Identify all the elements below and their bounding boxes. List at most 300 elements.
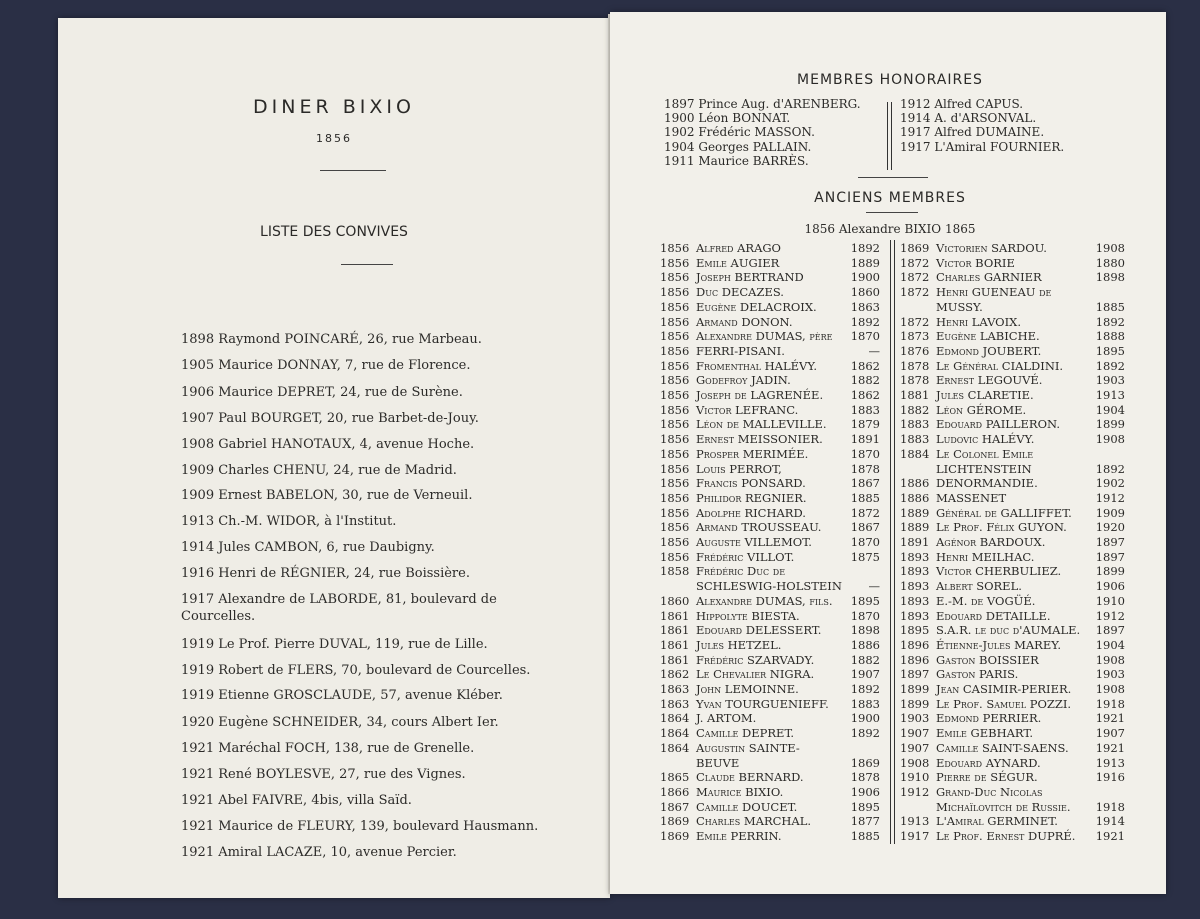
entry-year: 1856 <box>660 255 690 270</box>
former-member-row <box>900 682 1125 696</box>
entry-year: 1872 <box>900 285 930 300</box>
entry-year: 1861 <box>660 637 690 652</box>
former-member-row <box>900 432 1125 446</box>
exit-year: 1870 <box>850 608 880 623</box>
former-member-row <box>660 726 880 740</box>
former-member-row <box>900 535 1125 549</box>
member-name: Charles MARCHAL. <box>696 814 812 829</box>
exit-year: 1916 <box>1095 770 1125 785</box>
former-member-row <box>900 388 1125 402</box>
exit-year: 1899 <box>1095 417 1125 432</box>
member-name: Fromenthal HALÉVY. <box>696 358 818 373</box>
member-name: FERRI-PISANI. <box>696 343 785 358</box>
member-name: Henri MEILHAC. <box>936 549 1035 564</box>
former-member-row <box>900 359 1125 373</box>
member-name: Camille DOUCET. <box>696 799 798 814</box>
member-name: Général de GALLIFFET. <box>936 505 1072 520</box>
exit-year: 1910 <box>1095 593 1125 608</box>
entry-year: 1878 <box>900 373 930 388</box>
member-name: Le Chevalier NIGRA. <box>696 667 815 682</box>
guest-entry: 1913 Ch.-M. WIDOR, à l'Institut. <box>181 514 397 529</box>
exit-year: 1918 <box>1095 799 1125 814</box>
member-name: Frédéric Duc de <box>696 564 786 579</box>
guest-entry: 1909 Ernest BABELON, 30, rue de Verneuil. <box>181 488 473 503</box>
member-name: Eugène DELACROIX. <box>696 299 817 314</box>
entry-year: 1856 <box>660 270 690 285</box>
column-divider <box>894 240 895 844</box>
former-member-row <box>900 623 1125 637</box>
member-name: Jean CASIMIR-PERIER. <box>936 682 1072 696</box>
entry-year: 1873 <box>900 329 930 344</box>
former-member-row <box>660 300 880 314</box>
member-name: Edouard DELESSERT. <box>696 623 822 638</box>
member-name: Jules HETZEL. <box>696 637 782 652</box>
member-name: Camille DEPRET. <box>696 726 795 741</box>
former-member-row <box>900 462 1125 476</box>
entry-year: 1872 <box>900 314 930 329</box>
entry-year: 1861 <box>660 608 690 623</box>
column-divider <box>891 102 892 170</box>
former-member-row <box>900 270 1125 284</box>
entry-year: 1856 <box>660 388 690 402</box>
member-name: Armand TROUSSEAU. <box>696 520 822 535</box>
guest-entry: 1914 Jules CAMBON, 6, rue Daubigny. <box>181 540 435 555</box>
member-name: Léon GÉROME. <box>936 402 1027 417</box>
entry-year: 1896 <box>900 637 930 652</box>
entry-year: 1856 <box>660 535 690 549</box>
member-name: Duc DECAZES. <box>696 285 784 300</box>
member-name: Armand DONON. <box>696 314 793 329</box>
member-name: Michaïlovitch de Russie. <box>936 799 1071 814</box>
entry-year: 1886 <box>900 490 930 505</box>
guest-entry: 1916 Henri de RÉGNIER, 24, rue Boissière. <box>181 566 470 581</box>
former-member-row <box>900 829 1125 843</box>
guest-entry: 1908 Gabriel HANOTAUX, 4, avenue Hoche. <box>181 437 475 452</box>
exit-year: 1921 <box>1095 829 1125 843</box>
entry-year: 1884 <box>900 446 930 461</box>
former-member-row <box>900 785 1125 799</box>
honorary-member: 1902 Frédéric MASSON. <box>664 125 815 140</box>
member-name: Grand-Duc Nicolas <box>936 784 1043 799</box>
former-member-row <box>660 359 880 373</box>
entry-year: 1895 <box>900 623 930 638</box>
honorary-member: 1904 Georges PALLAIN. <box>664 139 812 154</box>
member-name: Eugène LABICHE. <box>936 329 1040 344</box>
former-member-row <box>660 270 880 284</box>
entry-year: 1908 <box>900 755 930 770</box>
exit-year: 1897 <box>1095 549 1125 564</box>
member-name: Edmond JOUBERT. <box>936 343 1042 358</box>
exit-year: 1867 <box>850 476 880 491</box>
exit-year: 1867 <box>850 520 880 535</box>
exit-year: 1897 <box>1095 623 1125 638</box>
entry-year: 1864 <box>660 711 690 726</box>
guest-entry: 1905 Maurice DONNAY, 7, rue de Florence. <box>181 358 471 373</box>
former-member-row <box>900 756 1125 770</box>
exit-year: 1895 <box>850 593 880 608</box>
exit-year: 1895 <box>850 799 880 814</box>
former-member-row <box>900 814 1125 828</box>
exit-year: 1883 <box>850 696 880 711</box>
former-member-row <box>660 756 880 770</box>
member-name: Frédéric SZARVADY. <box>696 652 815 667</box>
exit-year: 1885 <box>850 490 880 505</box>
guest-entry: 1906 Maurice DEPRET, 24, rue de Surène. <box>181 385 463 400</box>
former-member-row <box>660 741 880 755</box>
former-member-row <box>900 711 1125 725</box>
exit-year: 1885 <box>1095 299 1125 314</box>
exit-year: 1920 <box>1095 520 1125 535</box>
exit-year: 1908 <box>1095 682 1125 696</box>
entry-year: 1856 <box>660 432 690 447</box>
entry-year: 1886 <box>900 476 930 491</box>
former-member-row <box>900 653 1125 667</box>
honorary-member: 1917 Alfred DUMAINE. <box>900 125 1045 140</box>
entry-year: 1872 <box>900 270 930 285</box>
exit-year: 1878 <box>850 461 880 476</box>
guest-entry: 1921 Maréchal FOCH, 138, rue de Grenelle. <box>181 741 475 756</box>
guest-entry: 1909 Charles CHENU, 24, rue de Madrid. <box>181 463 457 478</box>
former-member-row <box>660 579 880 593</box>
title-rule <box>866 212 918 213</box>
entry-year: 1856 <box>660 476 690 491</box>
column-divider <box>887 102 888 170</box>
entry-year: 1858 <box>660 564 690 579</box>
member-name: DENORMANDIE. <box>936 476 1038 491</box>
member-name: Victor CHERBULIEZ. <box>936 564 1062 579</box>
member-name: Victor LEFRANC. <box>696 402 799 417</box>
entry-year: 1897 <box>900 667 930 682</box>
exit-year: 1921 <box>1095 740 1125 755</box>
member-name: Léon de MALLEVILLE. <box>696 417 827 432</box>
former-member-row <box>900 579 1125 593</box>
entry-year: 1883 <box>900 417 930 432</box>
former-members-title: ANCIENS MEMBRES <box>814 190 966 206</box>
exit-year: 1870 <box>850 329 880 344</box>
entry-year: 1866 <box>660 784 690 799</box>
former-member-row <box>660 285 880 299</box>
guest-entry: 1921 Maurice de FLEURY, 139, boulevard Hausmann. <box>181 819 539 834</box>
member-name: Le Prof. Félix GUYON. <box>936 520 1067 535</box>
exit-year: 1921 <box>1095 711 1125 726</box>
entry-year: 1856 <box>660 402 690 417</box>
member-name: Alexandre DUMAS, père <box>696 329 833 344</box>
entry-year: 1863 <box>660 696 690 711</box>
exit-year: 1877 <box>850 814 880 829</box>
entry-year: 1856 <box>660 343 690 358</box>
member-name: Maurice BIXIO. <box>696 784 784 799</box>
exit-year: 1872 <box>850 505 880 520</box>
member-name: Agénor BARDOUX. <box>936 535 1046 549</box>
former-member-row <box>660 256 880 270</box>
former-member-row <box>660 432 880 446</box>
entry-year: 1893 <box>900 579 930 594</box>
former-member-row <box>900 520 1125 534</box>
exit-year: 1878 <box>850 770 880 785</box>
member-name: Philidor REGNIER. <box>696 490 807 505</box>
member-name: LICHTENSTEIN <box>936 461 1032 476</box>
former-member-row <box>900 241 1125 255</box>
member-name: Hippolyte BIESTA. <box>696 608 800 623</box>
former-member-row <box>660 447 880 461</box>
former-member-row <box>660 403 880 417</box>
former-member-row <box>900 476 1125 490</box>
member-name: Victor BORIE <box>936 255 1015 270</box>
former-member-row <box>660 520 880 534</box>
honorary-member: 1900 Léon BONNAT. <box>664 111 791 126</box>
former-member-row <box>660 388 880 402</box>
member-name: Gaston PARIS. <box>936 667 1019 682</box>
exit-year: 1898 <box>1095 270 1125 285</box>
exit-year: 1908 <box>1095 241 1125 255</box>
exit-year: 1862 <box>850 388 880 402</box>
member-name: Étienne-Jules MAREY. <box>936 637 1061 652</box>
former-member-row <box>900 800 1125 814</box>
former-member-row <box>660 800 880 814</box>
former-member-row <box>900 594 1125 608</box>
entry-year: 1856 <box>660 241 690 255</box>
member-name: J. ARTOM. <box>696 711 757 726</box>
entry-year: 1889 <box>900 520 930 535</box>
guest-entry: 1917 Alexandre de LABORDE, 81, boulevard de Courcelles. <box>181 592 497 624</box>
member-name: Augustin SAINTE- <box>696 740 800 755</box>
member-name: Adolphe RICHARD. <box>696 505 806 520</box>
member-name: SCHLESWIG-HOLSTEIN <box>696 579 842 594</box>
exit-year: 1918 <box>1095 696 1125 711</box>
member-name: Louis PERROT, <box>696 461 782 476</box>
former-member-row <box>660 653 880 667</box>
guest-list-title: LISTE DES CONVIVES <box>260 224 408 240</box>
exit-year: 1860 <box>850 285 880 300</box>
exit-year: 1886 <box>850 637 880 652</box>
exit-year: 1903 <box>1095 667 1125 682</box>
former-member-row <box>660 609 880 623</box>
entry-year: 1861 <box>660 652 690 667</box>
former-member-row <box>900 564 1125 578</box>
entry-year: 1856 <box>660 329 690 344</box>
former-member-row <box>900 344 1125 358</box>
former-member-row <box>900 741 1125 755</box>
exit-year: 1885 <box>850 829 880 843</box>
exit-year: 1869 <box>850 755 880 770</box>
former-member-row <box>660 373 880 387</box>
former-member-row <box>900 550 1125 564</box>
former-member-row <box>900 726 1125 740</box>
member-name: Emile GEBHART. <box>936 726 1034 741</box>
exit-year: 1883 <box>850 402 880 417</box>
member-name: Joseph BERTRAND <box>696 270 804 285</box>
honorary-member: 1914 A. d'ARSONVAL. <box>900 111 1037 126</box>
exit-year: 1912 <box>1095 608 1125 623</box>
entry-year: 1856 <box>660 314 690 329</box>
entry-year: 1869 <box>660 829 690 843</box>
member-name: Alexandre DUMAS, fils. <box>696 593 833 608</box>
member-name: Ludovic HALÉVY. <box>936 432 1035 447</box>
exit-year: 1904 <box>1095 402 1125 417</box>
former-member-row <box>900 285 1125 299</box>
member-name: Godefroy JADIN. <box>696 373 791 388</box>
entry-year: 1856 <box>660 285 690 300</box>
entry-year: 1907 <box>900 726 930 741</box>
guest-entry: 1921 René BOYLESVE, 27, rue des Vignes. <box>181 767 466 782</box>
former-member-row <box>660 491 880 505</box>
entry-year: 1917 <box>900 829 930 843</box>
member-name: Alfred ARAGO <box>696 241 781 255</box>
entry-year: 1856 <box>660 461 690 476</box>
member-name: Joseph de LAGRENÉE. <box>696 388 824 402</box>
former-member-row <box>900 256 1125 270</box>
member-name: S.A.R. le duc d'AUMALE. <box>936 623 1081 638</box>
entry-year: 1856 <box>660 520 690 535</box>
exit-year: 1862 <box>850 358 880 373</box>
ornament-divider <box>858 177 928 178</box>
member-name: Henri LAVOIX. <box>936 314 1021 329</box>
exit-year: 1892 <box>850 241 880 255</box>
member-name: Charles GARNIER <box>936 270 1042 285</box>
guest-entry: 1907 Paul BOURGET, 20, rue Barbet-de-Jouy. <box>181 411 479 426</box>
former-member-row <box>660 417 880 431</box>
entry-year: 1869 <box>900 241 930 255</box>
entry-year: 1883 <box>900 432 930 447</box>
exit-year: 1892 <box>850 682 880 696</box>
former-member-row <box>660 506 880 520</box>
entry-year: 1856 <box>660 373 690 388</box>
guest-entry: 1919 Le Prof. Pierre DUVAL, 119, rue de Lille. <box>181 637 488 652</box>
former-member-row <box>660 564 880 578</box>
founding-year: 1856 <box>316 132 352 145</box>
entry-year: 1899 <box>900 696 930 711</box>
column-divider <box>890 240 891 844</box>
member-name: Le Prof. Samuel POZZI. <box>936 696 1072 711</box>
entry-year: 1856 <box>660 490 690 505</box>
member-name: Albert SOREL. <box>936 579 1022 594</box>
former-member-row <box>660 476 880 490</box>
entry-year: 1865 <box>660 770 690 785</box>
guest-entry: 1920 Eugène SCHNEIDER, 34, cours Albert Ier. <box>181 715 499 730</box>
member-name: Claude BERNARD. <box>696 770 804 785</box>
member-name: Edmond PERRIER. <box>936 711 1042 726</box>
former-member-row <box>900 417 1125 431</box>
former-member-row <box>900 403 1125 417</box>
exit-year: 1907 <box>850 667 880 682</box>
former-member-row <box>660 829 880 843</box>
former-member-row <box>900 491 1125 505</box>
member-name: Ernest LEGOUVÉ. <box>936 373 1043 388</box>
exit-year: 1870 <box>850 446 880 461</box>
member-name: Jules CLARETIE. <box>936 388 1034 402</box>
exit-year: 1895 <box>1095 343 1125 358</box>
exit-year: 1892 <box>1095 358 1125 373</box>
member-name: Le Colonel Emile <box>936 446 1034 461</box>
member-name: Pierre de SÉGUR. <box>936 770 1038 785</box>
member-name: Ernest MEISSONIER. <box>696 432 823 447</box>
entry-year: 1860 <box>660 593 690 608</box>
former-member-row <box>900 315 1125 329</box>
entry-year: 1891 <box>900 535 930 549</box>
former-member-row <box>900 506 1125 520</box>
entry-year: 1893 <box>900 593 930 608</box>
exit-year: 1908 <box>1095 652 1125 667</box>
exit-year: — <box>868 579 880 594</box>
former-member-row <box>900 329 1125 343</box>
former-member-row <box>660 344 880 358</box>
entry-year: 1876 <box>900 343 930 358</box>
entry-year: 1856 <box>660 417 690 432</box>
former-member-row <box>660 594 880 608</box>
exit-year: 1909 <box>1095 505 1125 520</box>
former-member-row <box>900 609 1125 623</box>
former-member-row <box>900 447 1125 461</box>
guest-entry: 1898 Raymond POINCARÉ, 26, rue Marbeau. <box>181 332 482 347</box>
former-member-row <box>660 638 880 652</box>
guest-entry: 1919 Robert de FLERS, 70, boulevard de Courcelles. <box>181 663 531 678</box>
member-name: Edouard AYNARD. <box>936 755 1041 770</box>
former-member-row <box>660 241 880 255</box>
entry-year: 1882 <box>900 402 930 417</box>
entry-year: 1872 <box>900 255 930 270</box>
former-member-row <box>660 623 880 637</box>
member-name: L'Amiral GERMINET. <box>936 814 1058 829</box>
member-name: Le Prof. Ernest DUPRÉ. <box>936 829 1076 843</box>
entry-year: 1856 <box>660 505 690 520</box>
exit-year: 1892 <box>850 726 880 741</box>
exit-year: 1900 <box>850 270 880 285</box>
former-member-row <box>900 667 1125 681</box>
member-name: MUSSY. <box>936 299 983 314</box>
exit-year: 1907 <box>1095 726 1125 741</box>
member-name: Gaston BOISSIER <box>936 652 1039 667</box>
entry-year: 1903 <box>900 711 930 726</box>
member-name: Prosper MERIMÉE. <box>696 446 809 461</box>
member-name: Frédéric VILLOT. <box>696 549 795 564</box>
exit-year: 1913 <box>1095 755 1125 770</box>
exit-year: 1897 <box>1095 535 1125 549</box>
exit-year: 1906 <box>1095 579 1125 594</box>
entry-year: 1864 <box>660 740 690 755</box>
guest-entry: 1921 Amiral LACAZE, 10, avenue Percier. <box>181 845 457 860</box>
guest-entry: 1919 Etienne GROSCLAUDE, 57, avenue Kléber. <box>181 688 503 703</box>
exit-year: 1875 <box>850 549 880 564</box>
page-title: DINER BIXIO <box>253 96 415 118</box>
former-member-row <box>660 682 880 696</box>
honorary-member: 1897 Prince Aug. d'ARENBERG. <box>664 97 861 111</box>
exit-year: 1900 <box>850 711 880 726</box>
exit-year: 1904 <box>1095 637 1125 652</box>
exit-year: 1879 <box>850 417 880 432</box>
right-page <box>610 12 1166 894</box>
honorary-member: 1912 Alfred CAPUS. <box>900 97 1024 111</box>
entry-year: 1864 <box>660 726 690 741</box>
former-member-row <box>660 462 880 476</box>
honorary-member: 1917 L'Amiral FOURNIER. <box>900 139 1065 154</box>
guest-entry: 1921 Abel FAIVRE, 4bis, villa Saïd. <box>181 793 412 808</box>
former-member-row <box>900 770 1125 784</box>
entry-year: 1867 <box>660 799 690 814</box>
founder-line: 1856 Alexandre BIXIO 1865 <box>804 222 976 236</box>
member-name: Victorien SARDOU. <box>936 241 1047 255</box>
exit-year: 1882 <box>850 652 880 667</box>
entry-year: 1878 <box>900 358 930 373</box>
exit-year: 1899 <box>1095 564 1125 579</box>
exit-year: 1892 <box>1095 461 1125 476</box>
exit-year: 1914 <box>1095 814 1125 829</box>
entry-year: 1856 <box>660 446 690 461</box>
entry-year: 1893 <box>900 608 930 623</box>
former-member-row <box>660 550 880 564</box>
former-member-row <box>660 667 880 681</box>
former-member-row <box>900 697 1125 711</box>
exit-year: 1913 <box>1095 388 1125 402</box>
